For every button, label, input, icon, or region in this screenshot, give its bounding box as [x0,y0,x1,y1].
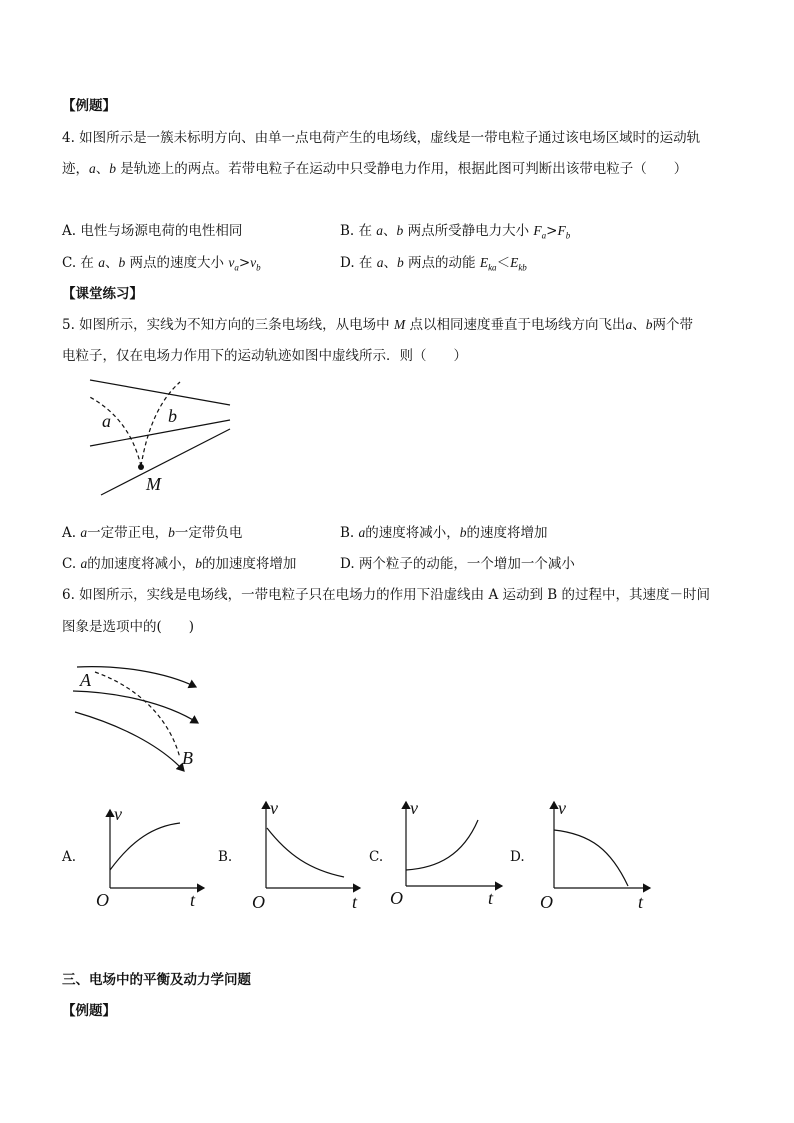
trajectory-a [88,396,141,466]
label-b: b [168,406,177,426]
axis-t-label: t [190,890,196,910]
label-M: M [146,474,161,494]
q4-option-c[interactable]: C. 在 a、b 两点的速度大小 $v_a>v_b$ [62,255,261,273]
vt-curve [267,828,344,877]
q4-stem-line1: 4. 如图所示是一簇未标明方向、由单一点电荷产生的电场线，虚线是一带电粒子通过该电场区域时的运动轨 [62,130,701,146]
trajectory-AB [95,672,180,758]
axis-t-label: t [638,892,644,912]
q5-field-figure [82,374,242,504]
axis-t-label: t [488,888,494,908]
vt-curve [554,830,628,886]
origin-label: O [96,890,109,910]
q6-graph-c[interactable] [388,800,508,915]
vt-curve [110,823,180,870]
label-a: a [102,411,111,431]
q6-graph-a[interactable] [92,800,212,915]
field-line-3 [75,712,184,771]
q6-option-b-label[interactable]: B. [218,849,233,865]
q6-option-d-label[interactable]: D. [510,849,525,865]
field-line-2 [73,691,198,723]
label-A: A [80,670,91,690]
q5-stem-line2: 电粒子，仅在电场力作用下的运动轨迹如图中虚线所示．则（ ） [62,348,467,364]
q6-option-a-label[interactable]: A. [62,849,77,865]
field-line-1 [77,667,196,687]
example-label: 【例题】 [62,98,116,114]
q5-option-d[interactable]: D. 两个粒子的动能，一个增加一个减小 [340,556,575,572]
q4-option-d[interactable]: D. 在 a、b 两点的动能 $E_{ka}<E_{kb}$ [340,255,527,273]
origin-label: O [252,892,265,912]
q6-stem-line1: 6. 如图所示，实线是电场线，一带电粒子只在电场力的作用下沿虚线由 A 运动到 B 的过程中，其速度－时间 [62,587,711,603]
axis-v-label: v [558,798,566,818]
q5-option-b[interactable]: B. a的速度将减小，b的速度将增加 [340,525,548,541]
origin-label: O [390,888,403,908]
axis-t-label: t [352,892,358,912]
field-line-top [90,380,230,405]
vt-curve [406,820,478,870]
axis-v-label: v [114,804,122,824]
q4-stem-line2: 迹，a、b 是轨迹上的两点。若带电粒子在运动中只受静电力作用，根据此图可判断出该带电粒子（ ） [62,161,688,177]
field-line-bottom [101,429,230,495]
q6-graph-b[interactable] [248,800,368,915]
q5-option-c[interactable]: C. a的加速度将减小，b的加速度将增加 [62,556,297,572]
example-label-2: 【例题】 [62,1003,116,1019]
origin-label: O [540,892,553,912]
section-heading: 三、电场中的平衡及动力学问题 [62,972,251,988]
axis-v-label: v [270,798,278,818]
q4-option-b[interactable]: B. 在 a、b 两点所受静电力大小 $F_a>F_b$ [340,223,571,241]
field-line-middle [90,420,230,446]
q4-option-a[interactable]: A. 电性与场源电荷的电性相同 [62,223,243,239]
point-M [138,464,144,470]
q6-field-figure [70,660,210,775]
q6-graph-d[interactable] [536,800,656,915]
q6-option-c-label[interactable]: C. [369,849,384,865]
label-B: B [182,748,193,768]
practice-label: 【课堂练习】 [62,286,143,302]
q6-stem-line2: 图象是选项中的( ) [62,619,195,635]
q5-stem-line1: 5. 如图所示，实线为不知方向的三条电场线，从电场中 M 点以相同速度垂直于电场线方向飞出a、b两个带 [62,317,694,333]
q5-option-a[interactable]: A. a一定带正电，b一定带负电 [62,525,243,541]
axis-v-label: v [410,798,418,818]
